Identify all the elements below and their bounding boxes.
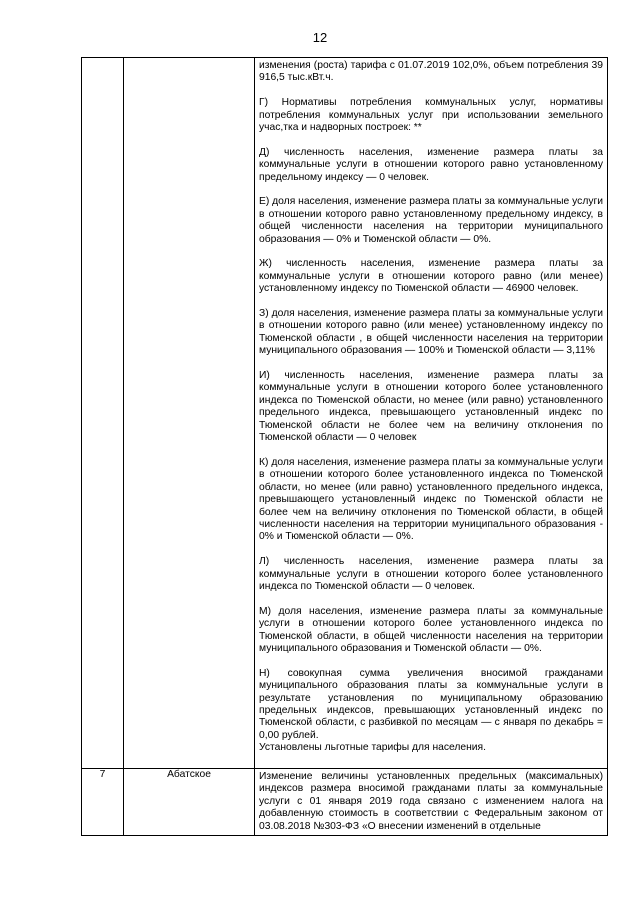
municipality-cell: Абатское bbox=[124, 769, 255, 836]
table-row bbox=[82, 769, 608, 836]
municipality-cell bbox=[124, 58, 255, 769]
paragraph: К) доля населения, изменение размера платы за коммунальные услуги в отношении которого более установленного индекса по Тюменской области, но менее (или равно) установленного предельного индекса, превышающего установленный индекс по Тюменской области не более чем на величину отклонения по Тюменской области, в общей численности населения на территории муниципального образования - 0% и Тюменской области — 0%. bbox=[259, 456, 603, 543]
paragraph: Д) численность населения, изменение размера платы за коммунальные услуги в отношении которого равно установленному предельному индексу — 0 человек. bbox=[259, 146, 603, 183]
paragraph: И) численность населения, изменение размера платы за коммунальные услуги в отношении которого более установленного индекса по Тюменской области, но менее (или равно) установленного предельного индекса, превышающего установленный индекс по Тюменской области не более чем на величину отклонения по Тюменской области — 0 человек bbox=[259, 370, 603, 444]
row-number-cell: 7 bbox=[82, 769, 124, 836]
paragraph: Н) совокупная сумма увеличения вносимой гражданами муниципального образования платы за коммунальные услуги в результате установления по муниципальному образованию предельных индексов, превышающих установленный индекс по Тюменской области, с разбивкой по месяцам — с января по декабрь = 0,00 рублей. bbox=[259, 667, 603, 741]
paragraph: Ж) численность населения, изменение размера платы за коммунальные услуги в отношении которого равно (или менее) установленному индексу по Тюменской области — 46900 человек. bbox=[259, 258, 603, 295]
paragraph: Г) Нормативы потребления коммунальных услуг, нормативы потребления коммунальных услуг при использовании земельного учас,тка и надворных построек: ** bbox=[259, 97, 603, 134]
paragraph: Установлены льготные тарифы для населения. bbox=[259, 742, 486, 754]
paragraph: изменения (роста) тарифа с 01.07.2019 102,0%, объем потребления 39 916,5 тыс.кВт.ч. bbox=[259, 60, 603, 84]
paragraph: М) доля населения, изменение размера платы за коммунальные услуги в отношении которого более установленного индекса по Тюменской области, в общей численности населения на территории муниципального образования и Тюменской области — 0%. bbox=[259, 605, 603, 654]
paragraph: Изменение величины установленных предельных (максимальных) индексов размера вносимой гражданами платы за коммунальные услуги с 01 января 2019 года связано с изменением налога на добавленную стоимость в соответствии с Федеральным законом от 03.08.2018 №303-ФЗ «О внесении изменений в отдельные bbox=[259, 771, 603, 832]
description-cell bbox=[255, 769, 608, 836]
row-number-cell bbox=[82, 58, 124, 769]
description-cell bbox=[255, 58, 608, 769]
paragraph: Е) доля населения, изменение размера платы за коммунальные услуги в отношении которого равно установленному предельному индексу, в общей численности населения на территории муниципального образования — 0% и Тюменской области — 0%. bbox=[259, 196, 603, 245]
paragraph: Л) численность населения, изменение размера платы за коммунальные услуги в отношении которого более установленного индекса по Тюменской области — 0 человек. bbox=[259, 556, 603, 592]
paragraph: З) доля населения, изменение размера платы за коммунальные услуги в отношении которого равно (или менее) установленному индексу по Тюменской области , в общей численности населения на территории муниципального образования — 100% и Тюменской области — 3,11% bbox=[259, 308, 603, 357]
page-number: 12 bbox=[312, 30, 328, 45]
document-table bbox=[81, 57, 608, 836]
table-row bbox=[82, 58, 608, 769]
